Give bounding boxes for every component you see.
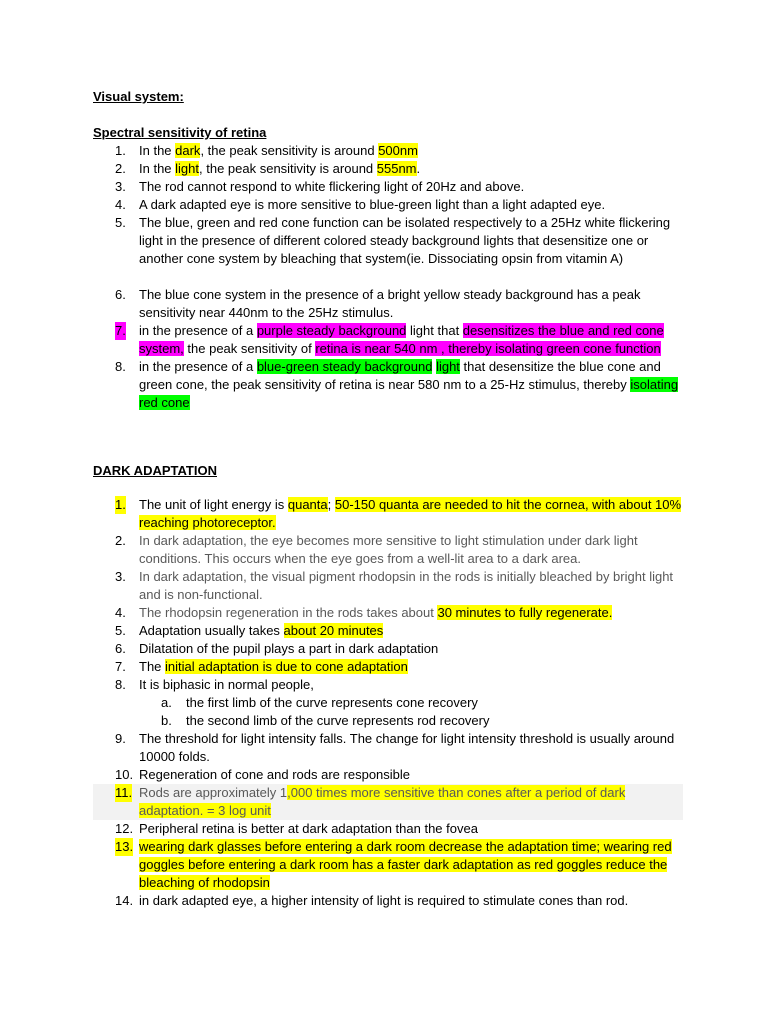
item-number: 9. xyxy=(115,731,126,746)
text-run: In dark adaptation, the visual pigment rhodopsin in the rods is initially bleached by bright light and is non-functional. xyxy=(139,569,674,602)
highlight-yellow: 50-150 quanta are needed to hit the cornea, with about 10% reaching photoreceptor. xyxy=(139,497,682,530)
highlight-magenta: retina is near 540 nm , thereby isolating green cone function xyxy=(315,341,661,356)
highlight-magenta: purple steady background xyxy=(256,323,407,338)
list-item xyxy=(93,532,683,568)
item-letter: b. xyxy=(161,713,172,728)
list-item xyxy=(93,196,683,214)
item-number: 11. xyxy=(115,785,133,800)
list-item xyxy=(93,568,683,604)
item-number: 12. xyxy=(115,821,134,836)
text-run: in dark adapted eye, a higher intensity of light is required to stimulate cones than rod. xyxy=(139,893,629,908)
item-number: 6. xyxy=(115,641,126,656)
item-number: 3. xyxy=(115,569,126,584)
text-run: Dilatation of the pupil plays a part in dark adaptation xyxy=(139,641,439,656)
visual-system-heading: Visual system: xyxy=(93,89,184,104)
highlight-yellow: 500nm xyxy=(378,143,418,158)
text-run: In the xyxy=(139,143,176,158)
text-run: Regeneration of cone and rods are responsible xyxy=(139,767,411,782)
highlight-yellow: wearing dark glasses before entering a dark room decrease the adaptation time; wearing red goggles before entering a dark room has a faster dark adaptation as red goggles reduce the bleaching of rhodopsin xyxy=(139,839,672,890)
item-number: 3. xyxy=(115,179,126,194)
text-run: It is biphasic in normal people, xyxy=(139,677,314,692)
item-number: 1. xyxy=(115,497,126,512)
text-run: , the peak sensitivity is around xyxy=(199,161,377,176)
highlight-yellow: ,000 times more sensitive than cones after a period of dark adaptation. = 3 log unit xyxy=(139,785,626,818)
list-item xyxy=(93,496,683,532)
text-run: Adaptation usually takes xyxy=(139,623,284,638)
highlight-yellow: light xyxy=(175,161,199,176)
text-run: the peak sensitivity of xyxy=(183,341,316,356)
text-run: The unit of light energy is xyxy=(139,497,288,512)
text-run: . xyxy=(416,161,421,176)
item-number: 5. xyxy=(115,215,126,230)
spectral-list xyxy=(93,142,683,412)
list-item xyxy=(93,766,683,784)
dark-adaptation-list xyxy=(93,496,683,910)
list-item xyxy=(93,784,683,820)
highlight-yellow: initial adaptation is due to cone adaptation xyxy=(165,659,408,674)
item-number: 7. xyxy=(115,659,126,674)
highlight-yellow: dark xyxy=(175,143,201,158)
list-item xyxy=(93,838,683,892)
list-item xyxy=(93,676,683,730)
text-run: that desensitize the blue cone and green cone, the peak sensitivity of retina is near 580 nm to a 25-Hz stimulus, thereby xyxy=(139,359,661,392)
highlight-green: isolating red cone xyxy=(139,377,679,410)
item-number: 4. xyxy=(115,605,126,620)
list-item xyxy=(93,730,683,766)
text-run: The rod cannot respond to white flickering light of 20Hz and above. xyxy=(139,179,525,194)
item-number: 8. xyxy=(115,359,126,374)
highlight-yellow: quanta xyxy=(287,497,328,512)
text-run: In the xyxy=(139,161,176,176)
list-item xyxy=(93,640,683,658)
item-number: 7. xyxy=(115,323,126,338)
text-run: Rods are approximately 1 xyxy=(139,785,288,800)
text-run: The threshold for light intensity falls. The change for light intensity threshold is usually around 10000 folds. xyxy=(139,731,675,764)
text-run: A dark adapted eye is more sensitive to blue-green light than a light adapted eye. xyxy=(139,197,606,212)
item-letter: a. xyxy=(161,695,172,710)
list-item xyxy=(93,214,683,268)
item-number: 5. xyxy=(115,623,126,638)
item-number: 10. xyxy=(115,767,134,782)
item-number: 14. xyxy=(115,893,134,908)
text-run: The blue, green and red cone function can be isolated respectively to a 25Hz white flickering light in the presence of different colored steady background lights that desensitize one or another cone system by bleaching that system(ie. Dissociating opsin from vitamin A) xyxy=(139,215,671,266)
list-item xyxy=(93,622,683,640)
highlight-yellow: about 20 minutes xyxy=(283,623,384,638)
text-run: , the peak sensitivity is around xyxy=(200,143,379,158)
item-number: 6. xyxy=(115,287,126,302)
text-run: the second limb of the curve represents rod recovery xyxy=(186,713,490,728)
text-run: ; xyxy=(327,497,335,512)
highlight-magenta: desensitizes the blue and red cone system, xyxy=(139,323,664,356)
sub-list-item xyxy=(139,694,683,712)
text-run: The xyxy=(139,659,166,674)
spectral-sensitivity-heading: Spectral sensitivity of retina xyxy=(93,125,267,140)
list-item xyxy=(93,658,683,676)
text-run: Peripheral retina is better at dark adaptation than the fovea xyxy=(139,821,478,836)
text-run: light that xyxy=(406,323,463,338)
sub-list-item xyxy=(139,712,683,730)
text-run: in the presence of a xyxy=(139,359,257,374)
sub-list xyxy=(139,694,683,730)
text-run: the first limb of the curve represents cone recovery xyxy=(186,695,478,710)
highlight-yellow: 30 minutes to fully regenerate. xyxy=(437,605,613,620)
list-item xyxy=(93,178,683,196)
text-run: The rhodopsin regeneration in the rods takes about xyxy=(139,605,438,620)
list-item xyxy=(93,892,683,910)
list-item xyxy=(93,286,683,322)
highlight-green: blue-green steady background xyxy=(256,359,433,374)
item-number: 1. xyxy=(115,143,126,158)
item-number: 4. xyxy=(115,197,126,212)
list-item xyxy=(93,604,683,622)
text-run: in the presence of a xyxy=(139,323,257,338)
item-number: 2. xyxy=(115,161,126,176)
text-run: The blue cone system in the presence of a bright yellow steady background has a peak sensitivity near 440nm to the 25Hz stimulus. xyxy=(139,287,641,320)
item-number: 2. xyxy=(115,533,126,548)
dark-adaptation-heading: DARK ADAPTATION xyxy=(93,463,217,478)
list-item xyxy=(93,142,683,160)
list-item xyxy=(93,358,683,412)
highlight-yellow: 555nm xyxy=(376,161,417,176)
highlight-green: light xyxy=(436,359,460,374)
item-number: 8. xyxy=(115,677,126,692)
list-item xyxy=(93,820,683,838)
text-run: In dark adaptation, the eye becomes more sensitive to light stimulation under dark light conditions. This occurs when the eye goes from a well-lit area to a dark area. xyxy=(139,533,638,566)
list-item xyxy=(93,160,683,178)
item-number: 13. xyxy=(115,839,134,854)
list-item xyxy=(93,322,683,358)
